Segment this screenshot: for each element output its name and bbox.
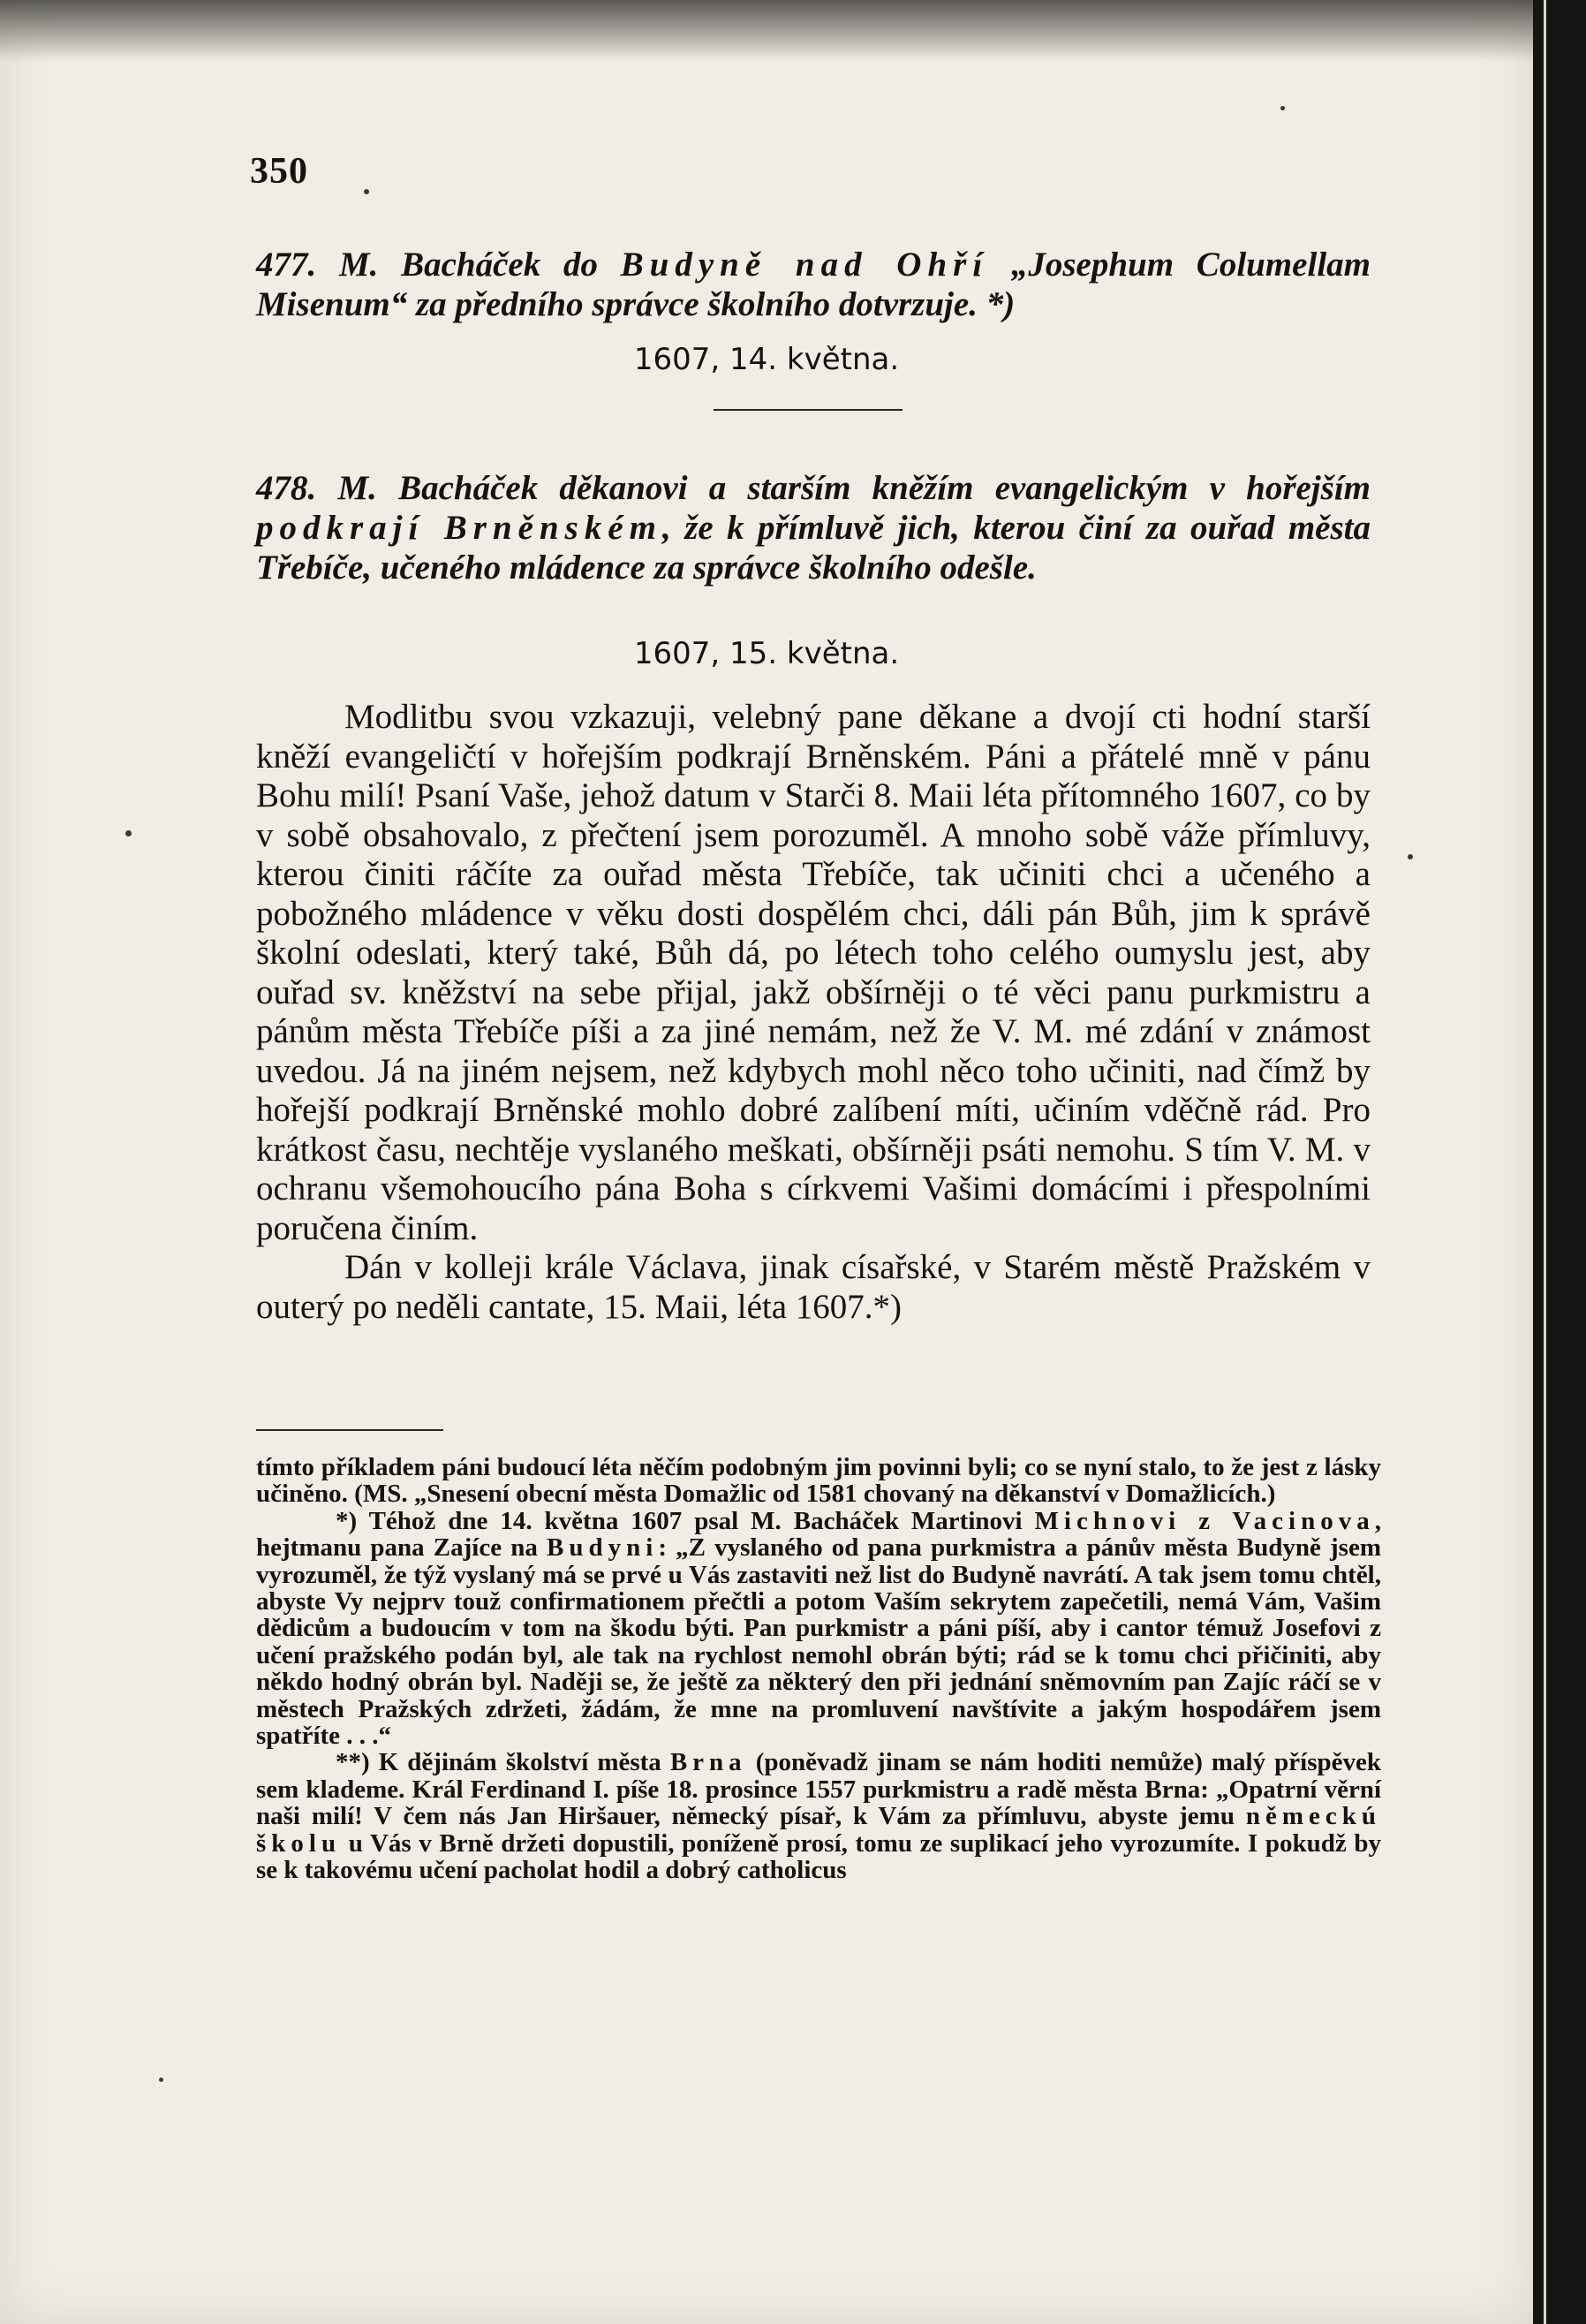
footnote-2-spaced: německú školu <box>256 1802 1381 1858</box>
scan-speck <box>159 2078 163 2082</box>
scan-speck <box>364 189 369 194</box>
footnote-1 <box>256 1508 1381 1750</box>
entry-478-date: 1607, 15. května. <box>633 636 900 671</box>
entry-477-heading <box>256 245 1371 324</box>
scan-shadow-top <box>0 0 1533 62</box>
entry-478-heading <box>256 468 1371 587</box>
footnote-2 <box>256 1749 1381 1883</box>
entry-477-place: Budyně nad Ohří <box>620 246 989 284</box>
scan-speck <box>125 830 132 836</box>
scan-edge-line <box>1544 0 1546 2324</box>
letter-paragraph-2: Dán v kolleji krále Václava, jinak císařské, v Starém městě Pražském v outerý po neděli cantate, 15. Maii, léta 1607.*) <box>256 1248 1371 1326</box>
scan-speck <box>1280 106 1285 110</box>
footnote-1-text-c: : „Z vyslaného od pana purkmistra a pánův města Budyně jsem vyrozuměl, že týž vyslaný má se prvé u Vás zastaviti než list do Budyně navrátí. A tak jsem tomu chtěl, abyste Vy nejprv touž confirmationem přečtli a potom Vaším sekrytem zapečetili, nemá Vám, Vašim dědicům a budoucím v tom na škodu býti. Pan purkmistr a páni píší, aby i cantor témuž Josefovi z učení pražského podán byl, ale tak na rychlost nemohl obrán býti; rád se k tomu chci přičiniti, aby někdo hodný obrán byl. Naději se, že ještě za některý den při jednání sněmovním pan Zajíc ráčí se v městech Pražských zdržeti, žádám, že mne na promluvení navštívite a jakým hospodářem jsem spatříte . . .“ <box>256 1533 1381 1751</box>
entry-478-place: podkrají Brněnském <box>256 509 662 547</box>
section-divider <box>714 409 903 411</box>
footnote-2-text-c: u Vás v Brně držeti dopustili, poníženě prosí, tomu ze suplikací jeho vyrozumíte. I pokudž by se k takovému učení pacholat hodil a dobrý catholicus <box>256 1828 1381 1885</box>
scan-speck <box>1408 854 1413 859</box>
page-number: 350 <box>250 151 308 192</box>
footnote-2-text-b: (poněvadž jinam se nám hoditi nemůže) malý příspěvek sem klademe. Král Ferdinand I. píše 18. prosince 1557 purkmistru a radě města Brna: „Opatrní věrní naši milí! V čem nás Jan Hiršauer, německý písař, k Vám za přímluvu, abyste jemu <box>256 1748 1381 1831</box>
footnote-continuation: tímto příkladem páni budoucí léta něčím podobným jim povinni byli; co se nyní stalo, to že jest z lásky učiněno. (MS. „Snesení obecní města Domažlic od 1581 chovaný na děkanství v Domažlicích.) <box>256 1453 1381 1509</box>
entry-477-heading-text-2: „Josephum Columellam Misenum“ za předního správce školního dotvrzuje. *) <box>256 246 1371 323</box>
scan-border-right <box>1533 0 1586 2324</box>
entry-478-heading-text-2: , že k přímluvě jich, kterou činí za ouřad města Třebíče, učeného mládence za správce školního odešle. <box>256 509 1371 587</box>
entry-478-heading-text-1: 478. M. Bacháček děkanovi a starším kněžím evangelickým v hořejším <box>256 469 1371 507</box>
footnote-1-text-b: , hejtmanu pana Zajíce na <box>256 1506 1381 1563</box>
footnote-2-place: Brna <box>669 1748 747 1777</box>
entry-477-date: 1607, 14. května. <box>633 342 900 377</box>
footnote-divider <box>256 1429 443 1431</box>
footnote-2-text-a: **) K dějinám školství města <box>336 1748 670 1777</box>
letter-body <box>256 698 1371 1327</box>
footnotes <box>256 1454 1381 1884</box>
letter-paragraph-1: Modlitbu svou vzkazuji, velebný pane děkane a dvojí cti hodní starší kněží evangeličtí v hořejším podkrají Brněnském. Páni a přátelé mně v pánu Bohu milí! Psaní Vaše, jehož datum v Starči 8. Maii léta přítomného 1607, co by v sobě obsahovalo, z přečtení jsem porozuměl. A mnoho sobě váže přímluvy, kterou činiti ráčíte za ouřad města Třebíče, tak učiniti chci a učeného a pobožného mládence v věku dosti dospělém chci, dáli pán Bůh, jim k správě školní odeslati, který také, Bůh dá, po létech toho celého oumyslu jest, aby ouřad sv. kněžství na sebe přijal, jakž obšírněji o té věci panu purkmistru a pánům města Třebíče píši a za jiné nemám, než že V. M. mé zdání v známost uvedou. Já na jiném nejsem, než kdybych mohl něco toho učiniti, nad čímž by hořejší podkrají Brněnské mohlo dobré zalíbení míti, učiním vděčně rád. Pro krátkost času, nechtěje vyslaného meškati, obšírněji psáti nemohu. S tím V. M. v ochranu všemohoucího pána Boha s církvemi Vašimi domácími i přespolními poručena činím. <box>256 698 1371 1247</box>
footnote-1-place: Budyni <box>547 1533 659 1563</box>
footnote-1-text-a: *) Téhož dne 14. května 1607 psal M. Bacháček Martinovi <box>336 1506 1035 1535</box>
entry-477-heading-text-1: 477. M. Bacháček do <box>256 246 621 284</box>
footnote-1-name: Michnovi z Vacinova <box>1034 1506 1375 1535</box>
